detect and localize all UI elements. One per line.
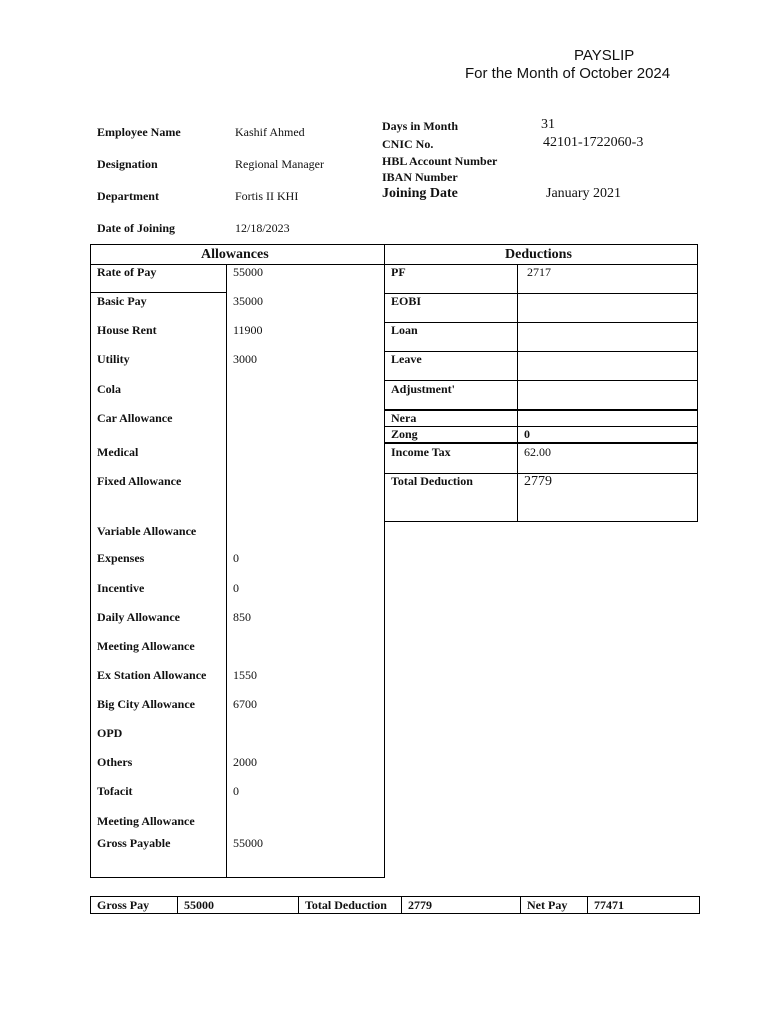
gross-pay-label: Gross Pay xyxy=(97,898,150,912)
deduction-label: Zong xyxy=(391,427,418,441)
department-value: Fortis II KHI xyxy=(235,189,299,203)
net-pay-label: Net Pay xyxy=(527,898,568,912)
allowance-label: Meeting Allowance xyxy=(97,639,195,653)
allowance-value: 0 xyxy=(233,784,239,798)
allowance-label: Others xyxy=(97,755,133,769)
designation-value: Regional Manager xyxy=(235,157,324,171)
allowance-label: Big City Allowance xyxy=(97,697,195,711)
payslip-title: PAYSLIP xyxy=(574,47,635,64)
allowance-value: 3000 xyxy=(233,352,257,366)
deduction-value: 2779 xyxy=(524,474,552,489)
payslip-summary xyxy=(90,896,700,914)
allowance-value: 1550 xyxy=(233,668,257,682)
allowance-label: OPD xyxy=(97,726,123,740)
allowance-label: Variable Allowance xyxy=(97,524,197,538)
hbl-account-label: HBL Account Number xyxy=(382,154,498,168)
allowance-label: Fixed Allowance xyxy=(97,474,182,488)
allowance-label: Expenses xyxy=(97,551,145,565)
deduction-label: Income Tax xyxy=(391,445,451,459)
allowance-label: Meeting Allowance xyxy=(97,814,195,828)
allowance-value: 0 xyxy=(233,581,239,595)
deduction-value: 62.00 xyxy=(524,445,551,459)
cnic-label: CNIC No. xyxy=(382,137,434,151)
allowance-label: Basic Pay xyxy=(97,294,147,308)
deduction-label: EOBI xyxy=(391,294,422,308)
employee-name-value: Kashif Ahmed xyxy=(235,125,305,139)
allowance-label: House Rent xyxy=(97,323,157,337)
days-in-month-value: 31 xyxy=(541,117,555,132)
allowance-label: Utility xyxy=(97,352,130,366)
deduction-value: 2717 xyxy=(527,265,551,279)
joining-date-value: January 2021 xyxy=(546,186,622,201)
allowance-label: Tofacit xyxy=(97,784,133,798)
allowance-label: Daily Allowance xyxy=(97,610,180,624)
deduction-label: PF xyxy=(391,265,406,279)
allowance-label: Ex Station Allowance xyxy=(97,668,207,682)
total-deduction-label: Total Deduction xyxy=(305,898,387,912)
deduction-label: Nera xyxy=(391,411,417,425)
total-deduction-value: 2779 xyxy=(408,898,432,912)
date-of-joining-value: 12/18/2023 xyxy=(235,221,290,235)
deductions-heading: Deductions xyxy=(505,247,572,262)
joining-date-label: Joining Date xyxy=(382,186,458,201)
date-of-joining-label: Date of Joining xyxy=(97,221,175,235)
payslip-month: For the Month of October 2024 xyxy=(465,65,671,82)
gross-pay-value: 55000 xyxy=(184,898,214,912)
allowances-heading: Allowances xyxy=(201,247,269,262)
allowance-value: 55000 xyxy=(233,265,263,279)
allowance-label: Gross Payable xyxy=(97,836,171,850)
allowance-value: 6700 xyxy=(233,697,257,711)
designation-label: Designation xyxy=(97,157,158,171)
allowance-label: Car Allowance xyxy=(97,411,173,425)
days-in-month-label: Days in Month xyxy=(382,119,459,133)
department-label: Department xyxy=(97,189,159,203)
allowance-value: 11900 xyxy=(233,323,263,337)
net-pay-value: 77471 xyxy=(594,898,624,912)
deduction-value: 0 xyxy=(524,427,530,441)
deduction-label: Total Deduction xyxy=(391,474,473,488)
deduction-label: Loan xyxy=(391,323,418,337)
allowance-label: Incentive xyxy=(97,581,145,595)
allowance-label: Rate of Pay xyxy=(97,265,157,279)
deduction-label: Leave xyxy=(391,352,422,366)
allowance-value: 35000 xyxy=(233,294,263,308)
deduction-label: Adjustment' xyxy=(391,382,456,396)
allowance-value: 850 xyxy=(233,610,251,624)
allowance-value: 55000 xyxy=(233,836,263,850)
allowance-value: 0 xyxy=(233,551,239,565)
allowance-label: Cola xyxy=(97,382,121,396)
allowance-value: 2000 xyxy=(233,755,257,769)
cnic-value: 42101-1722060-3 xyxy=(543,135,644,150)
allowance-label: Medical xyxy=(97,445,139,459)
employee-name-label: Employee Name xyxy=(97,125,181,139)
iban-label: IBAN Number xyxy=(382,170,458,184)
